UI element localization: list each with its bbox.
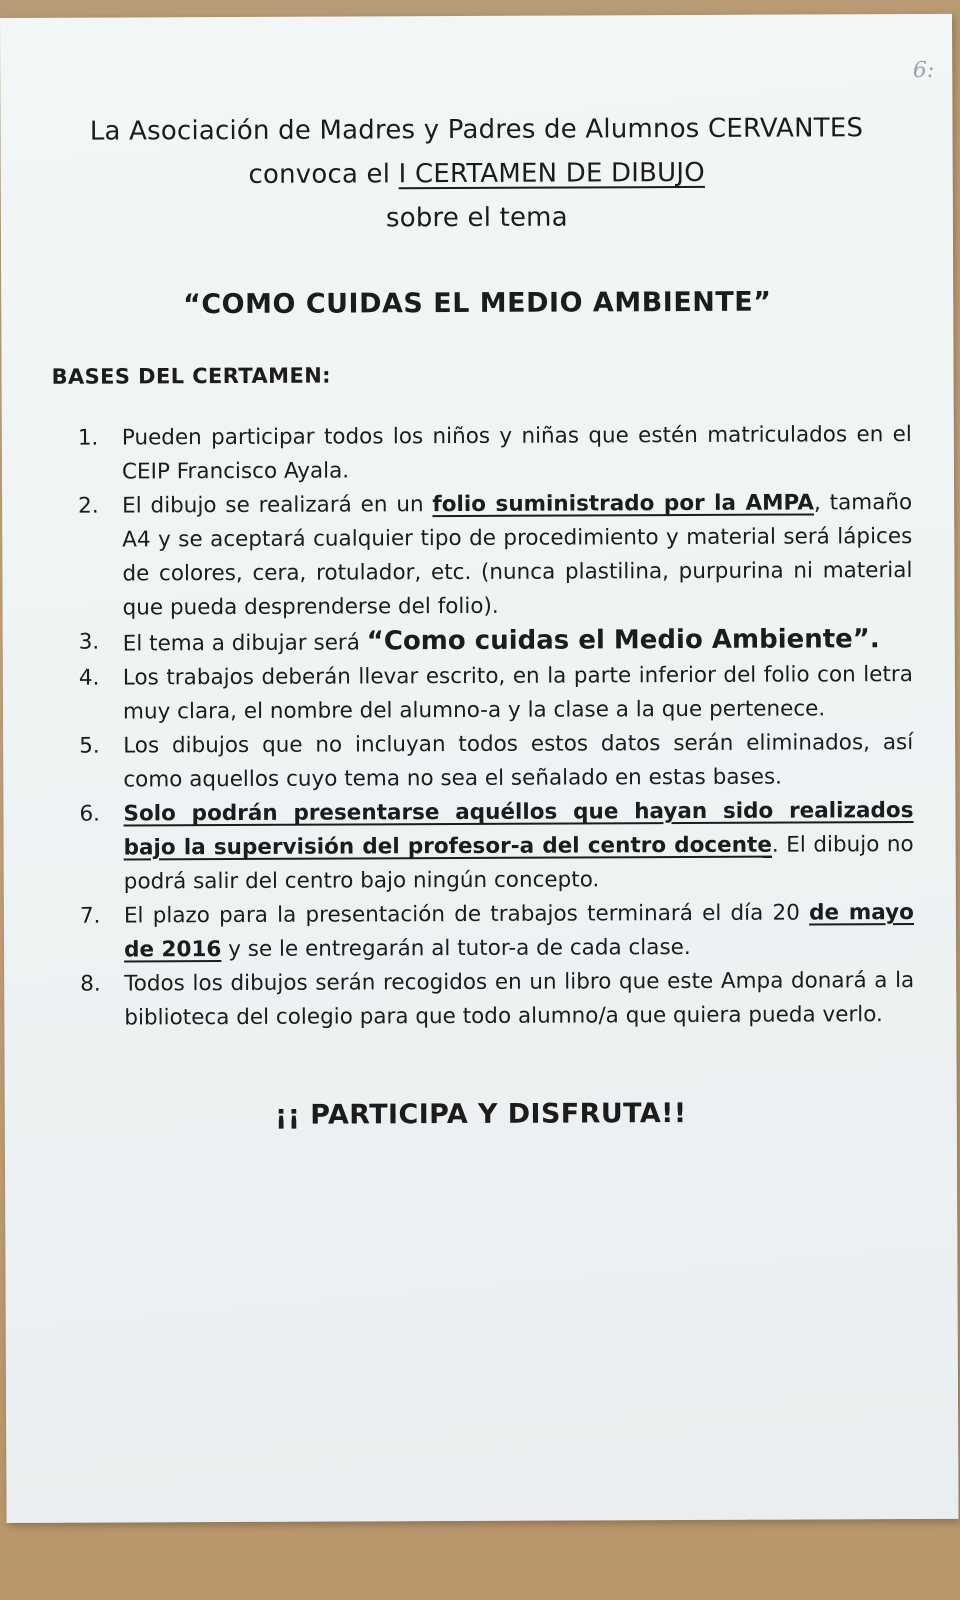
rule-text: . El dibujo no podrá salir del centro bajo ningún concepto.	[123, 832, 914, 895]
topic-title: “COMO CUIDAS EL MEDIO AMBIENTE”	[182, 286, 772, 321]
rule-item	[72, 418, 912, 490]
rule-number: 3.	[78, 629, 100, 655]
rule-item	[73, 726, 913, 798]
rule-item	[74, 964, 914, 1036]
rule-text: Los dibujos que no incluyan todos estos datos serán eliminados, así como aquellos cuyo tema no sea el señalado en estas bases.	[123, 730, 914, 793]
rule-emphasis: de mayo de 2016	[124, 900, 914, 963]
rule-item	[72, 486, 913, 626]
rule-emphasis: “Como cuidas el Medio Ambiente”.	[366, 624, 880, 657]
header-line-contest	[1, 150, 953, 198]
header-line-topic-intro: sobre el tema	[385, 202, 568, 234]
rule-item	[73, 794, 913, 900]
rule-number: 6.	[79, 801, 101, 827]
rule-text: El tema a dibujar será	[122, 630, 367, 657]
rule-number: 5.	[79, 733, 100, 759]
bases-heading: BASES DEL CERTAMEN:	[51, 363, 332, 389]
rule-number: 7.	[79, 903, 101, 929]
rule-number: 2.	[78, 493, 99, 519]
rule-text: y se le entregarán al tutor-a de cada clase.	[221, 934, 691, 963]
rule-emphasis: Solo podrán presentarse aquéllos que hayan sido realizados bajo la supervisión del profesor-a del centro docente	[123, 798, 914, 861]
rule-text: El dibujo se realizará en un	[122, 492, 433, 519]
rule-text: El plazo para la presentación de trabajos terminará el día 20	[123, 900, 810, 929]
header-line-association: La Asociación de Madres y Padres de Alumnos CERVANTES	[89, 113, 864, 147]
rule-item	[73, 622, 913, 662]
rule-text: Los trabajos deberán llevar escrito, en la parte inferior del folio con letra muy clara, el nombre del alumno-a y la clase a la que pertenece.	[122, 662, 913, 725]
rule-number: 4.	[78, 665, 100, 691]
footer-call: ¡¡ PARTICIPA Y DISFRUTA!!	[274, 1098, 687, 1131]
handwritten-page-mark: 6:	[912, 57, 935, 84]
rule-number: 1.	[77, 425, 99, 451]
rule-item	[74, 896, 914, 968]
rules-list	[72, 418, 915, 1036]
contest-name: I CERTAMEN DE DIBUJO	[398, 157, 705, 190]
rule-text: Pueden participar todos los niños y niñas que estén matriculados en el CEIP Francisco Ayala.	[121, 422, 912, 485]
rule-text: Todos los dibujos serán recogidos en un libro que este Ampa donará a la biblioteca del colegio para que todo alumno/a que quiera pueda verlo.	[124, 968, 915, 1031]
header	[0, 106, 953, 242]
rule-emphasis: folio suministrado por la AMPA	[432, 490, 815, 518]
rule-text: , tamaño A4 y se aceptará cualquier tipo de procedimiento y material será lápices de colores, cera, rotulador, etc. (nunca plastilina, purpurina ni material que pueda desprenderse del folio).	[122, 490, 913, 621]
flyer-sheet	[0, 14, 959, 1523]
header-contest-prefix: convoca el	[248, 159, 399, 190]
rule-item	[73, 658, 913, 730]
rule-number: 8.	[80, 971, 101, 997]
